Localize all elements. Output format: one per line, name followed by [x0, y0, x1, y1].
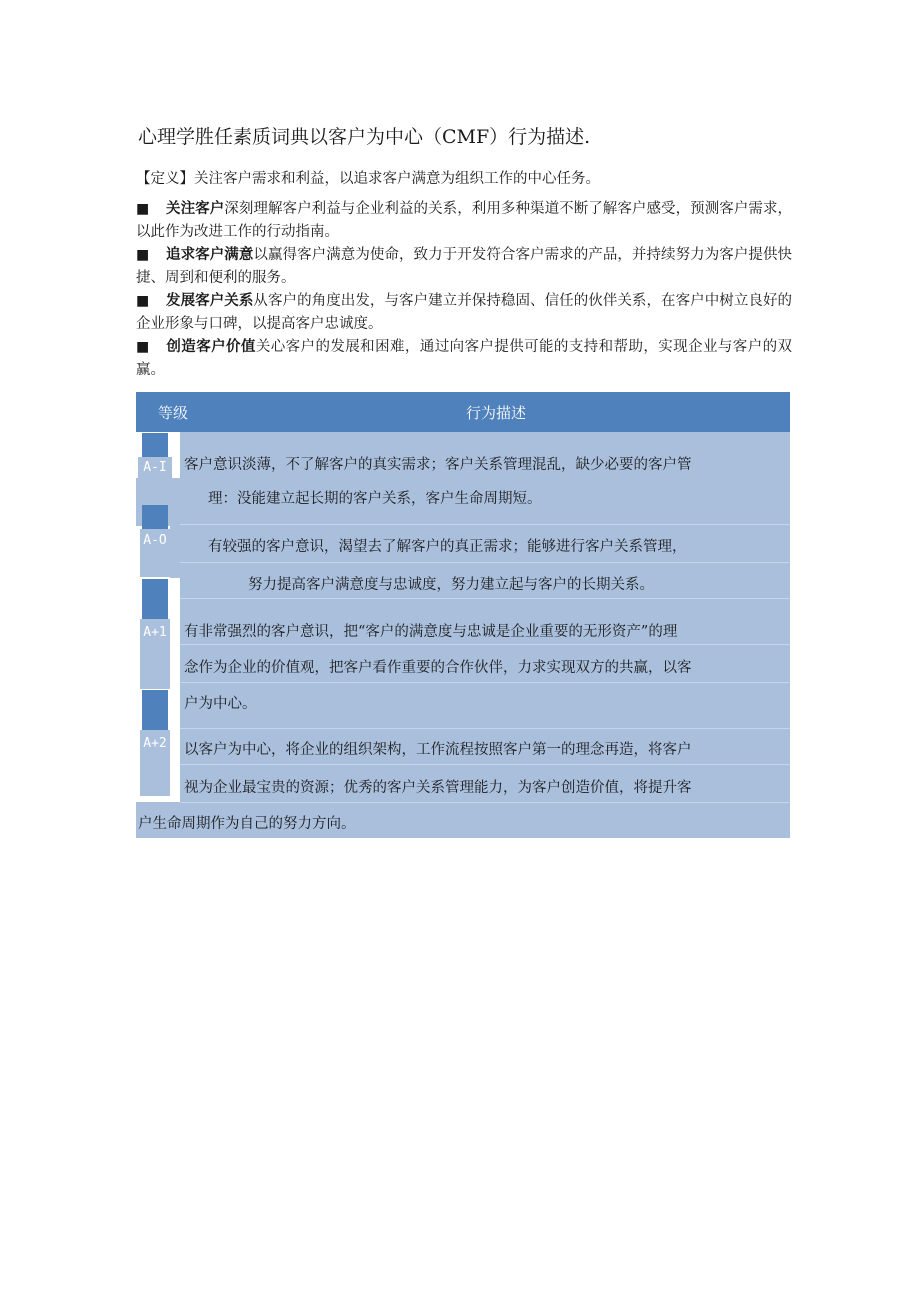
competency-bullet-list	[136, 198, 792, 382]
bullet-term: 发展客户关系	[166, 293, 254, 309]
row-divider	[180, 524, 790, 525]
behavior-level-table	[136, 392, 790, 838]
bullet-term: 关注客户	[166, 201, 225, 217]
level-label-a-minus-1: A-I	[138, 457, 172, 478]
bullet-term: 创造客户价值	[166, 339, 256, 355]
level-label-a-plus-1: A+1	[140, 619, 170, 689]
bullet-focus-on-customer	[136, 198, 792, 244]
row-a-o-line-2: 努力提高客户满意度与忠诚度，努力建立起与客户的长期关系。	[248, 577, 654, 593]
row-a-plus-2-line-1: 以客户为中心，将企业的组织架构，工作流程按照客户第一的理念再造，将客户	[184, 742, 692, 758]
definition-paragraph: 【定义】关注客户需求和利益，以追求客户满意为组织工作的中心任务。	[136, 171, 600, 187]
row-a-plus-1-line-3: 户为中心。	[184, 696, 257, 712]
bullet-text: 深刻理解客户利益与企业利益的关系，利用多种渠道不断了解客户感受，预测客户需求，以此作为改进工作的行动指南。	[136, 201, 793, 240]
bullet-pursue-satisfaction	[136, 244, 792, 290]
row-a-plus-2-line-3: 户生命周期作为自己的努力方向。	[138, 816, 356, 832]
row-a-minus-1-line-1: 客户意识淡薄，不了解客户的真实需求；客户关系管理混乱，缺少必要的客户管	[184, 457, 692, 473]
square-bullet-icon: ■	[136, 293, 150, 309]
level-marker-block	[142, 505, 168, 529]
level-label-a-plus-2: A+2	[140, 730, 170, 796]
row-a-minus-1-line-2: 理：没能建立起长期的客户关系，客户生命周期短。	[208, 491, 542, 507]
bullet-create-value	[136, 336, 792, 382]
row-a-o-line-1: 有较强的客户意识，渴望去了解客户的真正需求；能够进行客户关系管理，	[208, 539, 687, 555]
table-header-row	[136, 392, 790, 432]
level-label-a-o: A-O	[140, 529, 170, 577]
header-level: 等级	[158, 404, 189, 422]
square-bullet-icon: ■	[136, 339, 150, 355]
bullet-text: 以赢得客户满意为使命，致力于开发符合客户需求的产品，并持续努力为客户提供快捷、周到和便利的服务。	[136, 247, 793, 286]
bullet-text: 关心客户的发展和困难，通过向客户提供可能的支持和帮助，实现企业与客户的双赢。	[136, 339, 793, 378]
row-divider	[180, 728, 790, 729]
bullet-text: 从客户的角度出发，与客户建立并保持稳固、信任的伙伴关系，在客户中树立良好的企业形象与口碑，以提高客户忠诚度。	[136, 293, 793, 332]
level-marker-block	[142, 690, 168, 730]
row-a-plus-1-line-1: 有非常强烈的客户意识，把“客户的满意度与忠诚是企业重要的无形资产”的理	[184, 624, 678, 640]
row-a-plus-1-line-2: 念作为企业的价值观，把客户看作重要的合作伙伴，力求实现双方的共赢，以客	[184, 660, 692, 676]
document-title: 心理学胜任素质词典以客户为中心（CMF）行为描述.	[138, 126, 591, 148]
header-description: 行为描述	[466, 404, 527, 422]
level-marker-block	[142, 433, 168, 457]
bullet-term: 追求客户满意	[166, 247, 254, 263]
square-bullet-icon: ■	[136, 247, 150, 263]
bullet-develop-relationship	[136, 290, 792, 336]
level-marker-block	[142, 579, 168, 619]
square-bullet-icon: ■	[136, 201, 150, 217]
row-a-plus-2-line-2: 视为企业最宝贵的资源；优秀的客户关系管理能力，为客户创造价值，将提升客	[184, 780, 692, 796]
